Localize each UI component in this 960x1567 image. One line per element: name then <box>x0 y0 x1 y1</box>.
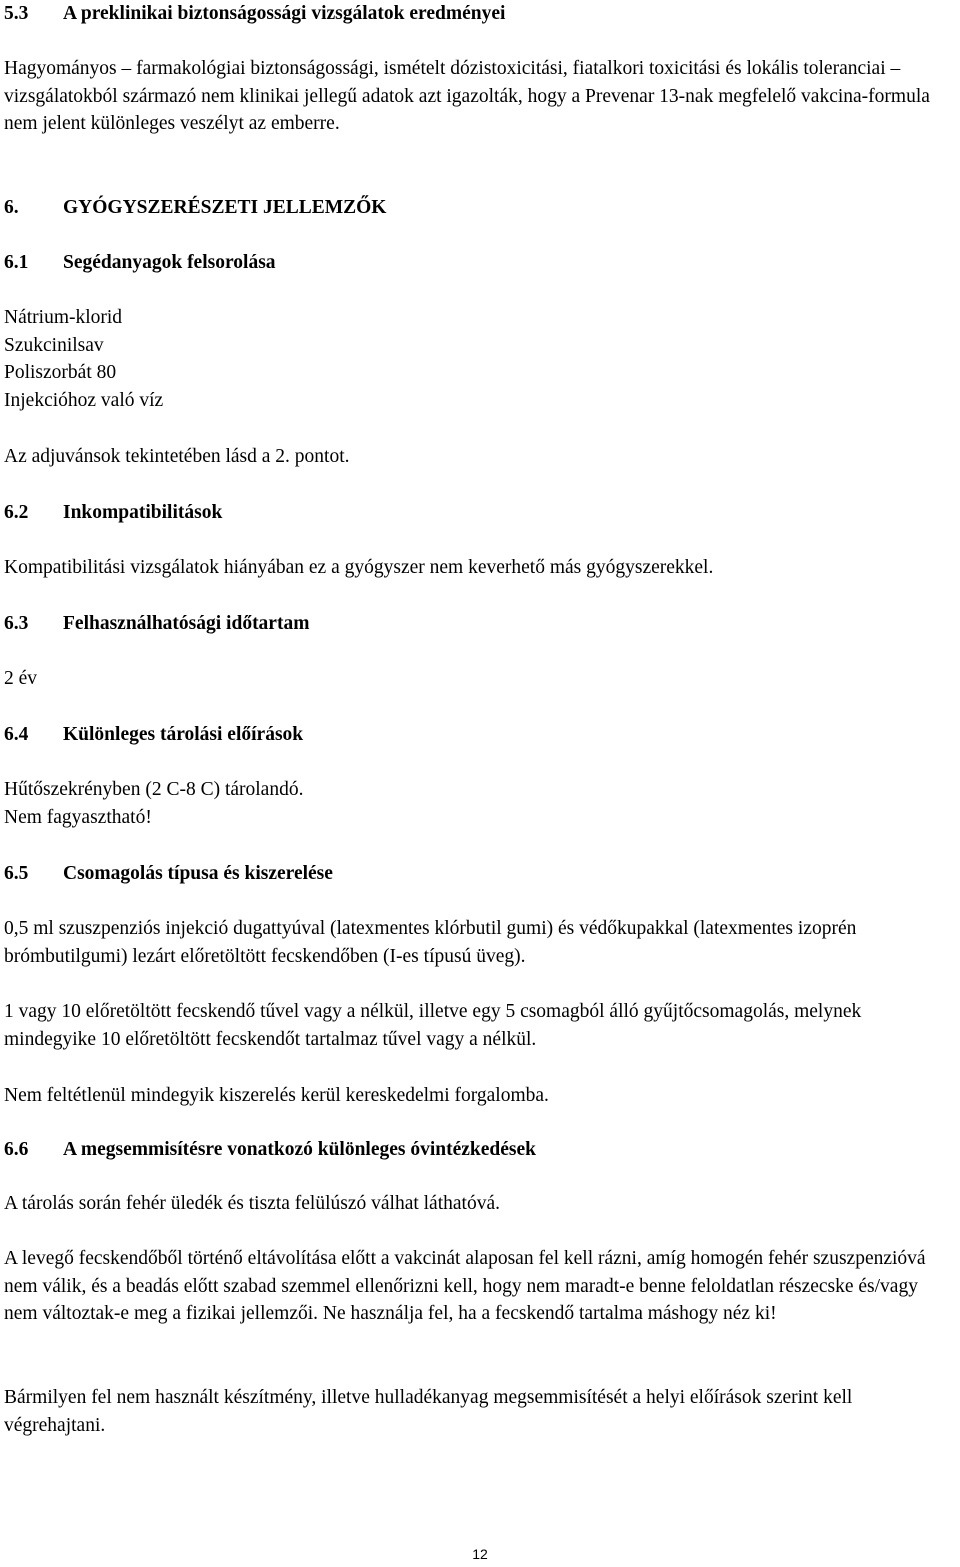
paragraph-shake-inspect: A levegő fecskendőből történő eltávolítása előtt a vakcinát alaposan fel kell rázni, amíg homogén fehér szuszpenzióvá nem válik, és a beadás előtt szabad szemmel ellenőrizni kell, hogy nem maradt-e benne feloldatlan részecske és/vagy nem változtak-e meg a fizikai jellemzői. Ne használja fel, ha a fecskendő tartalma máshogy néz ki! <box>4 1248 926 1324</box>
section-number: 6.3 <box>4 613 29 634</box>
section-title: Csomagolás típusa és kiszerelése <box>63 863 333 884</box>
section-number: 6.5 <box>4 863 29 884</box>
paragraph-sediment: A tárolás során fehér üledék és tiszta felülúszó válhat láthatóvá. <box>4 1193 500 1214</box>
storage-line: Hűtőszekrényben (2 C-8 C) tárolandó. <box>4 779 304 800</box>
section-heading-6-2 <box>4 499 956 527</box>
section-title: A megsemmisítésre vonatkozó különleges óvintézkedések <box>63 1139 537 1160</box>
section-heading-6-4 <box>4 721 956 749</box>
section-heading-6-6 <box>4 1136 956 1164</box>
paragraph-shelf-life: 2 év <box>4 668 38 689</box>
section-title: Felhasználhatósági időtartam <box>63 613 310 634</box>
paragraph-incompatibility: Kompatibilitási vizsgálatok hiányában ez a gyógyszer nem keverhető más gyógyszerekkel. <box>4 557 714 578</box>
section-number: 6.2 <box>4 502 29 523</box>
list-item: Injekcióhoz való víz <box>4 389 164 411</box>
section-number: 6.1 <box>4 252 29 273</box>
section-heading-5-3 <box>4 0 956 28</box>
paragraph-container: 0,5 ml szuszpenziós injekció dugattyúval (latexmentes klórbutil gumi) és védőkupakkal (latexmentes izoprén brómbutilgumi) lezárt előretöltött fecskendőben (I-es típusú üveg). <box>4 918 857 967</box>
storage-line: Nem fagyasztható! <box>4 806 152 828</box>
section-heading-6-5 <box>4 860 956 888</box>
section-title: A preklinikai biztonságossági vizsgálatok eredményei <box>63 3 506 24</box>
chapter-title: GYÓGYSZERÉSZETI JELLEMZŐK <box>63 197 387 218</box>
list-item: Nátrium-klorid <box>4 307 123 328</box>
excipient-list <box>4 304 956 414</box>
section-number: 6.6 <box>4 1139 29 1160</box>
paragraph-preclinical: Hagyományos – farmakológiai biztonságossági, ismételt dózistoxicitási, fiatalkori toxicitási és lokális toleranciai – vizsgálatokból származó nem klinikai jellegű adatok azt igazolták, hogy a Prevenar 13-nak megfelelő vakcina-formula nem jelent különleges veszélyt az emberre. <box>4 58 930 134</box>
adjuvant-note: Az adjuvánsok tekintetében lásd a 2. pontot. <box>4 446 350 467</box>
list-item: Poliszorbát 80 <box>4 362 117 383</box>
paragraph-pack-sizes: 1 vagy 10 előretöltött fecskendő tűvel vagy a nélkül, illetve egy 5 csomagból álló gyűjtőcsomagolás, melynek mindegyike 10 előretöltött fecskendőt tartalmaz tűvel vagy a nélkül. <box>4 1001 862 1050</box>
chapter-number: 6. <box>4 197 19 218</box>
chapter-heading-6 <box>4 194 956 222</box>
section-number: 6.4 <box>4 724 29 745</box>
paragraph-disposal: Bármilyen fel nem használt készítmény, illetve hulladékanyag megsemmisítését a helyi előírások szerint kell végrehajtani. <box>4 1387 853 1436</box>
section-heading-6-3 <box>4 610 956 638</box>
storage-instructions <box>4 776 956 831</box>
section-number: 5.3 <box>4 3 29 24</box>
section-heading-6-1 <box>4 249 956 277</box>
page-number: 12 <box>472 1546 488 1562</box>
section-title: Segédanyagok felsorolása <box>63 252 276 273</box>
section-title: Különleges tárolási előírások <box>63 724 304 745</box>
section-title: Inkompatibilitások <box>63 502 223 523</box>
paragraph-marketing-note: Nem feltétlenül mindegyik kiszerelés kerül kereskedelmi forgalomba. <box>4 1085 549 1106</box>
list-item: Szukcinilsav <box>4 334 104 356</box>
